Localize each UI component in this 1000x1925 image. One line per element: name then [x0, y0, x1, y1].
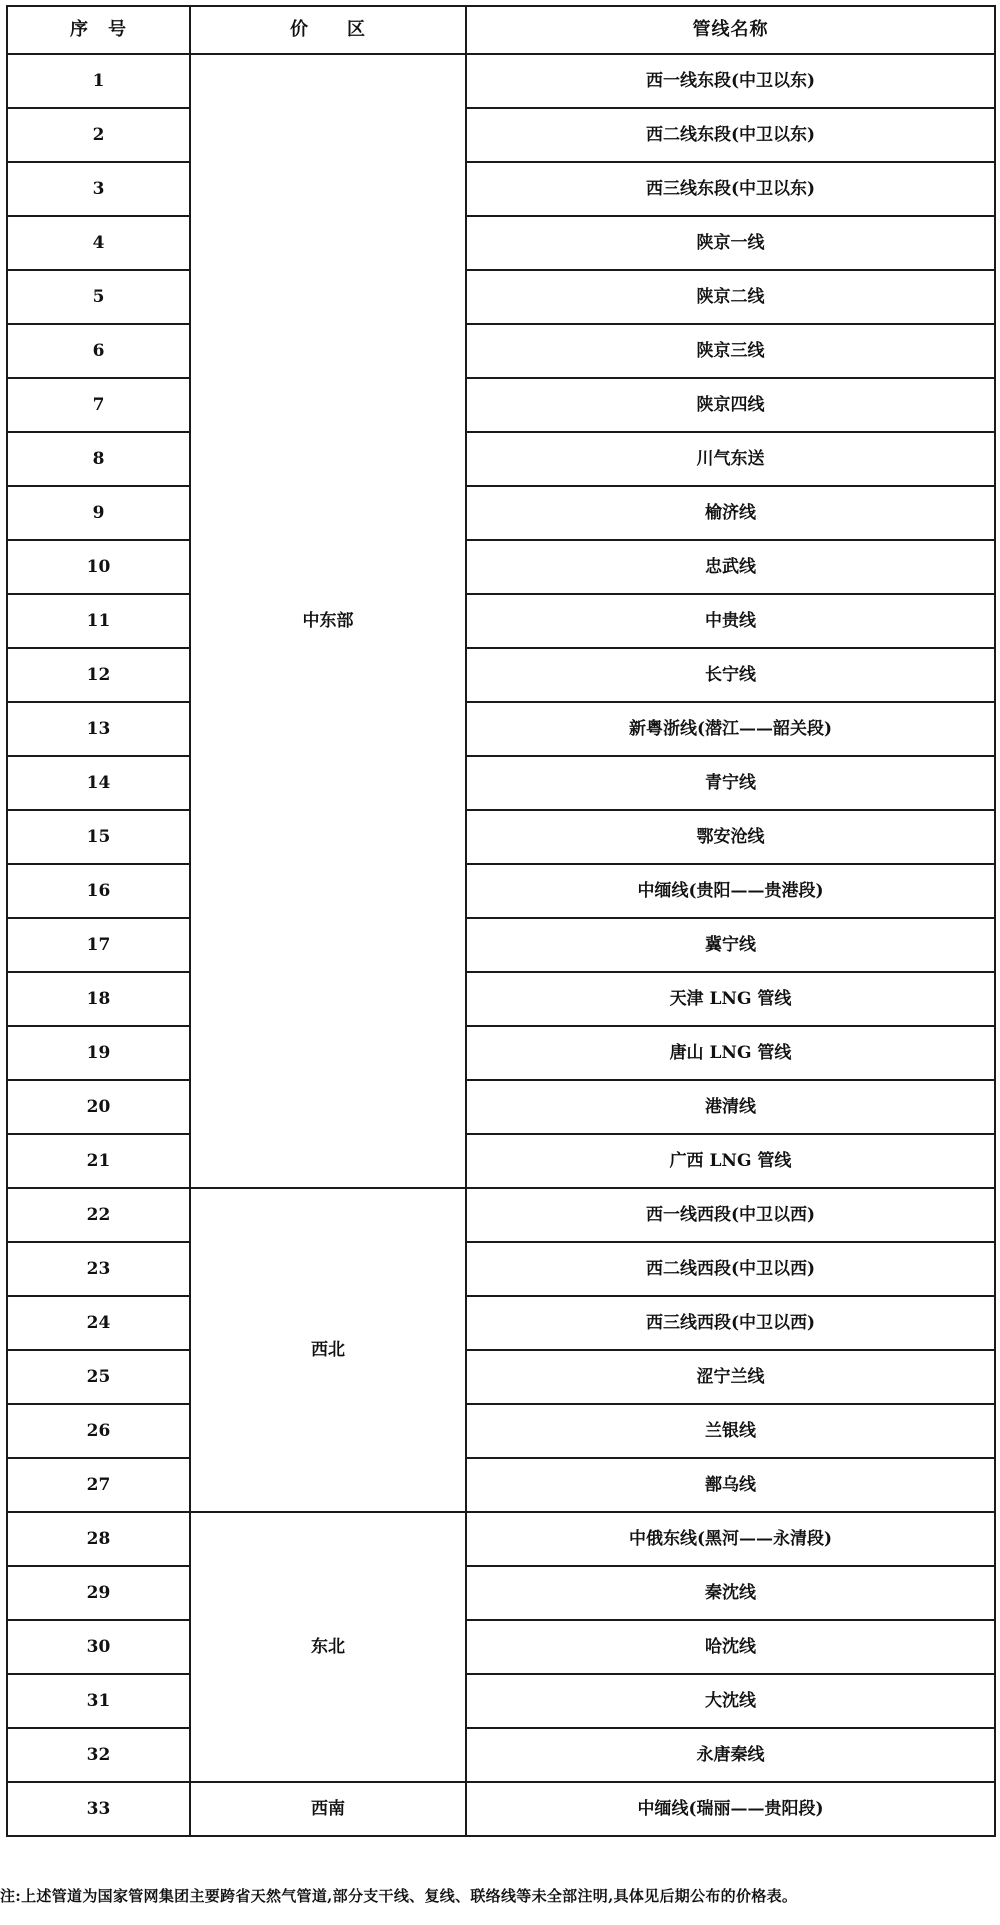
row-number: 4: [7, 216, 190, 270]
pipeline-name: 兰银线: [466, 1404, 995, 1458]
table-row: [7, 810, 995, 864]
header-serial-number: 序 号: [7, 6, 190, 54]
pipeline-name: 陕京三线: [466, 324, 995, 378]
row-number: 27: [7, 1458, 190, 1512]
header-price-zone: 价 区: [190, 6, 466, 54]
pipeline-name: 青宁线: [466, 756, 995, 810]
pipeline-name: 中缅线(瑞丽——贵阳段): [466, 1782, 995, 1836]
row-number: 3: [7, 162, 190, 216]
row-number: 1: [7, 54, 190, 108]
row-number: 18: [7, 972, 190, 1026]
pipeline-name: 冀宁线: [466, 918, 995, 972]
header-pipeline-name: 管线名称: [466, 6, 995, 54]
row-number: 28: [7, 1512, 190, 1566]
table-row: [7, 702, 995, 756]
row-number: 6: [7, 324, 190, 378]
pipeline-name: 中缅线(贵阳——贵港段): [466, 864, 995, 918]
table-row: [7, 162, 995, 216]
table-row: [7, 1458, 995, 1512]
table-row: [7, 54, 995, 108]
table-row: [7, 1134, 995, 1188]
row-number: 14: [7, 756, 190, 810]
row-number: 32: [7, 1728, 190, 1782]
row-number: 24: [7, 1296, 190, 1350]
row-number: 11: [7, 594, 190, 648]
pipeline-name: 陕京一线: [466, 216, 995, 270]
table-row: [7, 486, 995, 540]
table-header-row: [7, 6, 995, 54]
row-number: 5: [7, 270, 190, 324]
row-number: 12: [7, 648, 190, 702]
table-row: [7, 756, 995, 810]
pipeline-name: 中贵线: [466, 594, 995, 648]
row-number: 17: [7, 918, 190, 972]
pipeline-name: 大沈线: [466, 1674, 995, 1728]
row-number: 8: [7, 432, 190, 486]
table-row: [7, 864, 995, 918]
table-row: [7, 216, 995, 270]
table-row: [7, 1512, 995, 1566]
table-row: [7, 1350, 995, 1404]
pipeline-name: 广西 LNG 管线: [466, 1134, 995, 1188]
row-number: 15: [7, 810, 190, 864]
footnote: 注:上述管道为国家管网集团主要跨省天然气管道,部分支干线、复线、联络线等未全部注明,具体见后期公布的价格表。: [0, 1887, 798, 1905]
pipeline-name: 陕京二线: [466, 270, 995, 324]
zone-cell-northwest: 西北: [190, 1188, 466, 1512]
row-number: 30: [7, 1620, 190, 1674]
table-row: [7, 324, 995, 378]
table-row: [7, 972, 995, 1026]
row-number: 25: [7, 1350, 190, 1404]
pipeline-name: 西二线东段(中卫以东): [466, 108, 995, 162]
pipeline-name: 永唐秦线: [466, 1728, 995, 1782]
zone-cell-central-east: 中东部: [190, 54, 466, 1188]
pipeline-name: 榆济线: [466, 486, 995, 540]
pipeline-name: 港清线: [466, 1080, 995, 1134]
row-number: 22: [7, 1188, 190, 1242]
pipeline-name: 哈沈线: [466, 1620, 995, 1674]
table-row: [7, 918, 995, 972]
table-row: [7, 1674, 995, 1728]
row-number: 13: [7, 702, 190, 756]
row-number: 33: [7, 1782, 190, 1836]
table-row: [7, 1026, 995, 1080]
row-number: 9: [7, 486, 190, 540]
table-row: [7, 108, 995, 162]
pipeline-name: 忠武线: [466, 540, 995, 594]
row-number: 26: [7, 1404, 190, 1458]
table-row: [7, 648, 995, 702]
pipeline-name: 西二线西段(中卫以西): [466, 1242, 995, 1296]
row-number: 31: [7, 1674, 190, 1728]
pipeline-name: 西一线东段(中卫以东): [466, 54, 995, 108]
pipeline-name: 新粤浙线(潜江——韶关段): [466, 702, 995, 756]
table-row: [7, 540, 995, 594]
table-row: [7, 270, 995, 324]
table-row: [7, 378, 995, 432]
pipeline-name: 唐山 LNG 管线: [466, 1026, 995, 1080]
zone-cell-southwest: 西南: [190, 1782, 466, 1836]
row-number: 29: [7, 1566, 190, 1620]
row-number: 7: [7, 378, 190, 432]
table-row: [7, 1566, 995, 1620]
table-row: [7, 1404, 995, 1458]
table-row: [7, 1242, 995, 1296]
table-row: [7, 1782, 995, 1836]
row-number: 16: [7, 864, 190, 918]
pipeline-name: 涩宁兰线: [466, 1350, 995, 1404]
table-row: [7, 432, 995, 486]
row-number: 20: [7, 1080, 190, 1134]
table-row: [7, 594, 995, 648]
table-row: [7, 1728, 995, 1782]
pipeline-name: 鄂安沧线: [466, 810, 995, 864]
pipeline-name: 长宁线: [466, 648, 995, 702]
pipeline-name: 西三线西段(中卫以西): [466, 1296, 995, 1350]
pipeline-name: 中俄东线(黑河——永清段): [466, 1512, 995, 1566]
row-number: 19: [7, 1026, 190, 1080]
pipeline-name: 秦沈线: [466, 1566, 995, 1620]
zone-cell-northeast: 东北: [190, 1512, 466, 1782]
pipeline-name: 天津 LNG 管线: [466, 972, 995, 1026]
pipeline-name: 西一线西段(中卫以西): [466, 1188, 995, 1242]
pipeline-name: 鄯乌线: [466, 1458, 995, 1512]
pipeline-name: 西三线东段(中卫以东): [466, 162, 995, 216]
table-row: [7, 1620, 995, 1674]
pipeline-price-zone-table: [6, 5, 996, 1837]
table-row: [7, 1080, 995, 1134]
row-number: 2: [7, 108, 190, 162]
row-number: 21: [7, 1134, 190, 1188]
pipeline-name: 川气东送: [466, 432, 995, 486]
table-row: [7, 1296, 995, 1350]
pipeline-name: 陕京四线: [466, 378, 995, 432]
table-row: [7, 1188, 995, 1242]
row-number: 23: [7, 1242, 190, 1296]
row-number: 10: [7, 540, 190, 594]
